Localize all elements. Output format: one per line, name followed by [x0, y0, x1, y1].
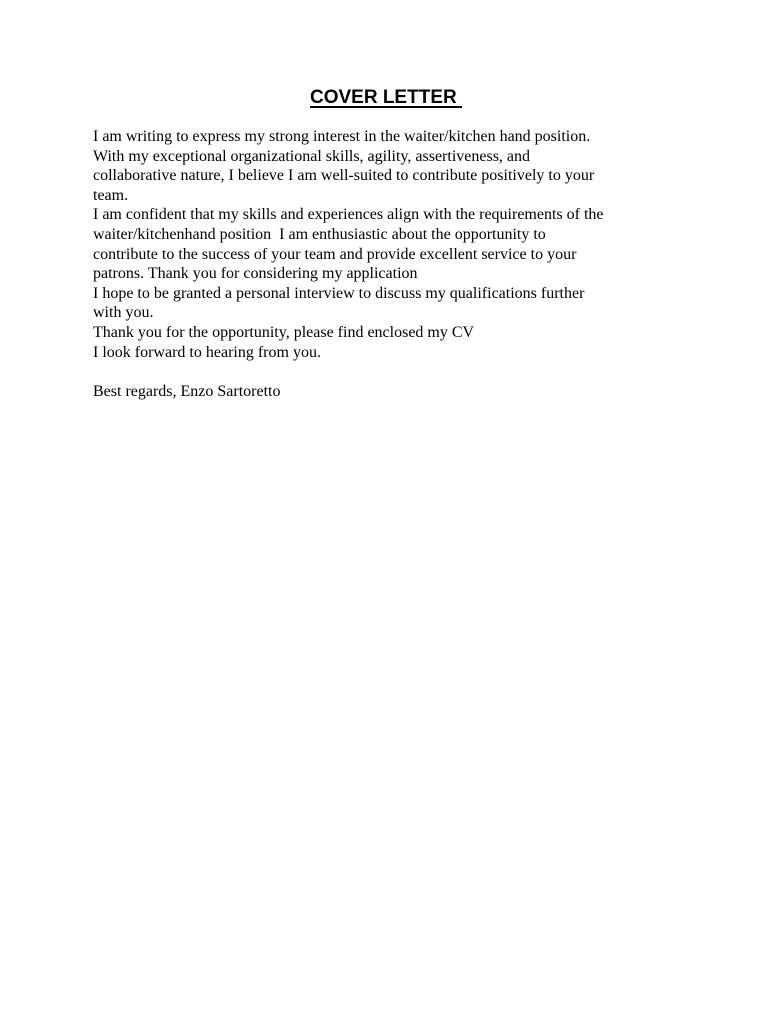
letter-line: With my exceptional organizational skills, agility, assertiveness, and: [93, 147, 531, 165]
letter-line: waiter/kitchenhand position I am enthusiastic about the opportunity to: [93, 225, 546, 243]
letter-line: collaborative nature, I believe I am well-suited to contribute positively to your: [93, 167, 595, 185]
letter-line: Thank you for the opportunity, please find enclosed my CV: [93, 323, 475, 341]
paragraph-gap: [93, 362, 693, 382]
letter-line: I hope to be granted a personal interview to discuss my qualifications further: [93, 284, 585, 302]
letter-line: I am writing to express my strong interest in the waiter/kitchen hand position.: [93, 128, 591, 145]
letter-line: contribute to the success of your team and provide excellent service to your: [93, 245, 577, 263]
document-title: COVER LETTER: [309, 87, 462, 108]
letter-line: I look forward to hearing from you.: [93, 343, 321, 361]
letter-body: [93, 127, 693, 401]
letter-line: team.: [93, 186, 129, 204]
letter-line: I am confident that my skills and experiences align with the requirements of the: [93, 206, 604, 224]
letter-line: with you.: [93, 304, 154, 322]
signoff-line: Best regards, Enzo Sartoretto: [93, 382, 281, 400]
letter-line: patrons. Thank you for considering my application: [93, 265, 418, 283]
